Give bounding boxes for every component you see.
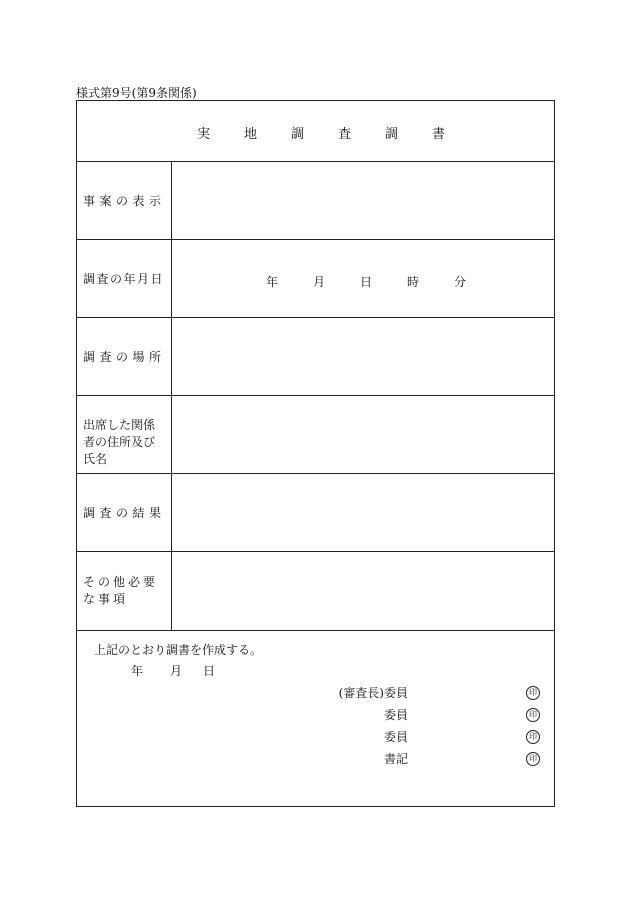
- footer-section: [77, 631, 554, 807]
- unit-year: 年: [266, 275, 279, 289]
- row-case-description: [77, 162, 554, 240]
- label-cell: [77, 162, 172, 239]
- form-title-char: 査: [338, 127, 352, 142]
- unit-hour: 時: [407, 275, 420, 289]
- closing-statement: 上記のとおり調書を作成する。: [94, 643, 263, 657]
- label-cell: [77, 240, 172, 317]
- label-cell: [77, 552, 172, 630]
- label-cell: [77, 396, 172, 473]
- signature-role-clerk: 書記: [383, 752, 408, 766]
- unit-month: 月: [313, 275, 326, 289]
- value-cell[interactable]: [172, 240, 554, 317]
- form-title-char: 書: [432, 127, 446, 142]
- label-cell: [77, 318, 172, 395]
- value-cell[interactable]: [172, 552, 554, 630]
- seal-icon: 印: [526, 686, 540, 700]
- row-label: 調査の結果: [83, 506, 166, 520]
- row-label: 調査の年月日: [83, 272, 165, 286]
- value-cell[interactable]: [172, 318, 554, 395]
- value-cell[interactable]: [172, 162, 554, 239]
- signature-role-chief: (審査長)委員: [338, 686, 408, 700]
- seal-icon: 印: [526, 730, 540, 744]
- row-label: 出席した関係者の住所及び氏名: [83, 418, 156, 466]
- footer-unit-month: 月: [170, 664, 183, 678]
- row-label: 事案の表示: [83, 194, 166, 208]
- signature-role-member: 委員: [383, 730, 408, 744]
- row-other-matters: [77, 552, 554, 631]
- seal-icon: 印: [526, 708, 540, 722]
- survey-record-form: [76, 100, 555, 807]
- label-cell: [77, 474, 172, 551]
- row-label: 調査の場所: [83, 350, 166, 364]
- form-title-char: 地: [244, 127, 258, 142]
- form-title-char: 実: [197, 127, 211, 142]
- title-row: [77, 101, 554, 162]
- footer-unit-day: 日: [203, 664, 216, 678]
- form-number: 様式第9号(第9条関係): [76, 86, 197, 100]
- row-survey-place: [77, 318, 554, 396]
- form-title-char: 調: [385, 127, 399, 142]
- unit-minute: 分: [454, 275, 467, 289]
- row-attendees: [77, 396, 554, 474]
- row-survey-result: [77, 474, 554, 552]
- footer-unit-year: 年: [131, 664, 144, 678]
- seal-icon: 印: [526, 752, 540, 766]
- signature-role-member: 委員: [383, 708, 408, 722]
- value-cell[interactable]: [172, 396, 554, 473]
- form-title-char: 調: [291, 127, 305, 142]
- unit-day: 日: [360, 275, 373, 289]
- value-cell[interactable]: [172, 474, 554, 551]
- row-survey-date: [77, 240, 554, 318]
- row-label: その他必要な事項: [83, 575, 159, 606]
